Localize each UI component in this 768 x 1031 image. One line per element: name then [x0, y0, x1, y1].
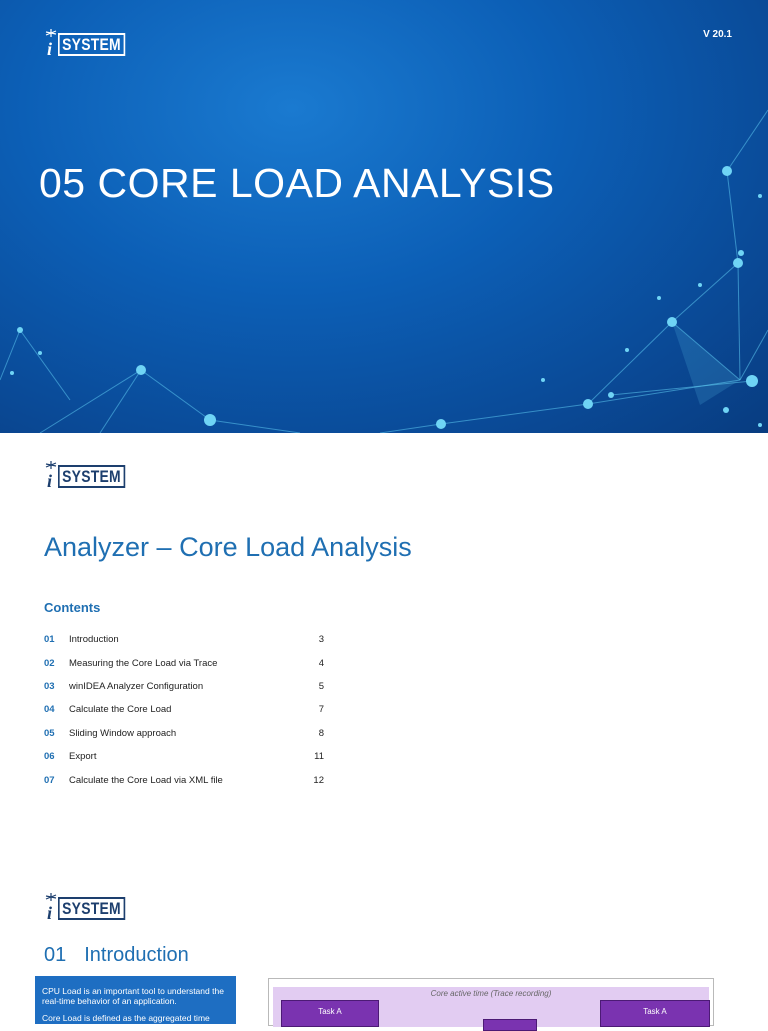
cover-slide: [0, 0, 768, 433]
isystem-star-icon: [44, 28, 58, 56]
page-title: Analyzer – Core Load Analysis: [44, 532, 412, 562]
isystem-logo: [44, 892, 140, 920]
intro-paragraph: Core Load is defined as the aggregated time: [42, 1013, 210, 1023]
toc-entry[interactable]: [44, 698, 324, 721]
isystem-star-icon: [44, 892, 58, 920]
logo-wordmark: SYSTEM: [58, 33, 125, 56]
toc-entry[interactable]: [44, 675, 324, 698]
isystem-star-icon: [44, 460, 58, 488]
toc-page-number: 4: [318, 657, 324, 669]
logo-wordmark: SYSTEM: [58, 465, 125, 488]
intro-text-panel: [35, 976, 236, 1024]
toc-page-number: 12: [313, 774, 324, 786]
toc-number: 04: [44, 704, 55, 716]
toc-label: Calculate the Core Load: [69, 704, 172, 716]
toc-page-number: 3: [318, 634, 324, 646]
toc-page-number: 7: [318, 704, 324, 716]
toc-number: 07: [44, 774, 55, 786]
toc-label: Sliding Window approach: [69, 727, 177, 739]
network-graphic: [0, 0, 768, 433]
svg-text:i: i: [47, 471, 53, 488]
toc-entry[interactable]: [44, 651, 324, 674]
section-title: Introduction: [84, 944, 189, 966]
task-block: Task A: [600, 1000, 710, 1027]
toc-number: 06: [44, 751, 55, 763]
cover-title: 05 CORE LOAD ANALYSIS: [39, 160, 555, 206]
task-block: [483, 1019, 537, 1031]
isystem-logo: [44, 28, 140, 56]
toc-label: Introduction: [69, 634, 119, 646]
toc-number: 03: [44, 680, 55, 692]
toc-entry[interactable]: [44, 722, 324, 745]
task-block: Task A: [281, 1000, 379, 1027]
svg-text:i: i: [47, 903, 53, 920]
toc-entry[interactable]: [44, 628, 324, 651]
toc-page-number: 8: [318, 727, 324, 739]
svg-text:i: i: [47, 39, 53, 56]
toc-number: 02: [44, 657, 55, 669]
toc-label: Export: [69, 751, 97, 763]
intro-paragraph: CPU Load is an important tool to understand the real-time behavior of an application.: [42, 986, 224, 1006]
toc-entry[interactable]: [44, 745, 324, 768]
toc-label: Measuring the Core Load via Trace: [69, 657, 218, 669]
toc-label: winIDEA Analyzer Configuration: [69, 680, 204, 692]
isystem-logo: [44, 460, 140, 488]
version-label: V 20.1: [703, 29, 732, 40]
toc-page-number: 11: [314, 751, 324, 763]
band-label: Core active time (Trace recording): [430, 989, 552, 998]
contents-heading: Contents: [44, 600, 101, 615]
toc-entry[interactable]: [44, 768, 324, 791]
toc-label: Calculate the Core Load via XML file: [69, 774, 223, 786]
section-heading: [44, 944, 189, 967]
core-load-diagram: [268, 978, 714, 1026]
toc-number: 05: [44, 727, 55, 739]
section-number: 01: [44, 944, 67, 966]
table-of-contents: [44, 628, 324, 792]
logo-wordmark: SYSTEM: [58, 897, 125, 920]
toc-page-number: 5: [318, 680, 324, 692]
toc-number: 01: [44, 634, 55, 646]
